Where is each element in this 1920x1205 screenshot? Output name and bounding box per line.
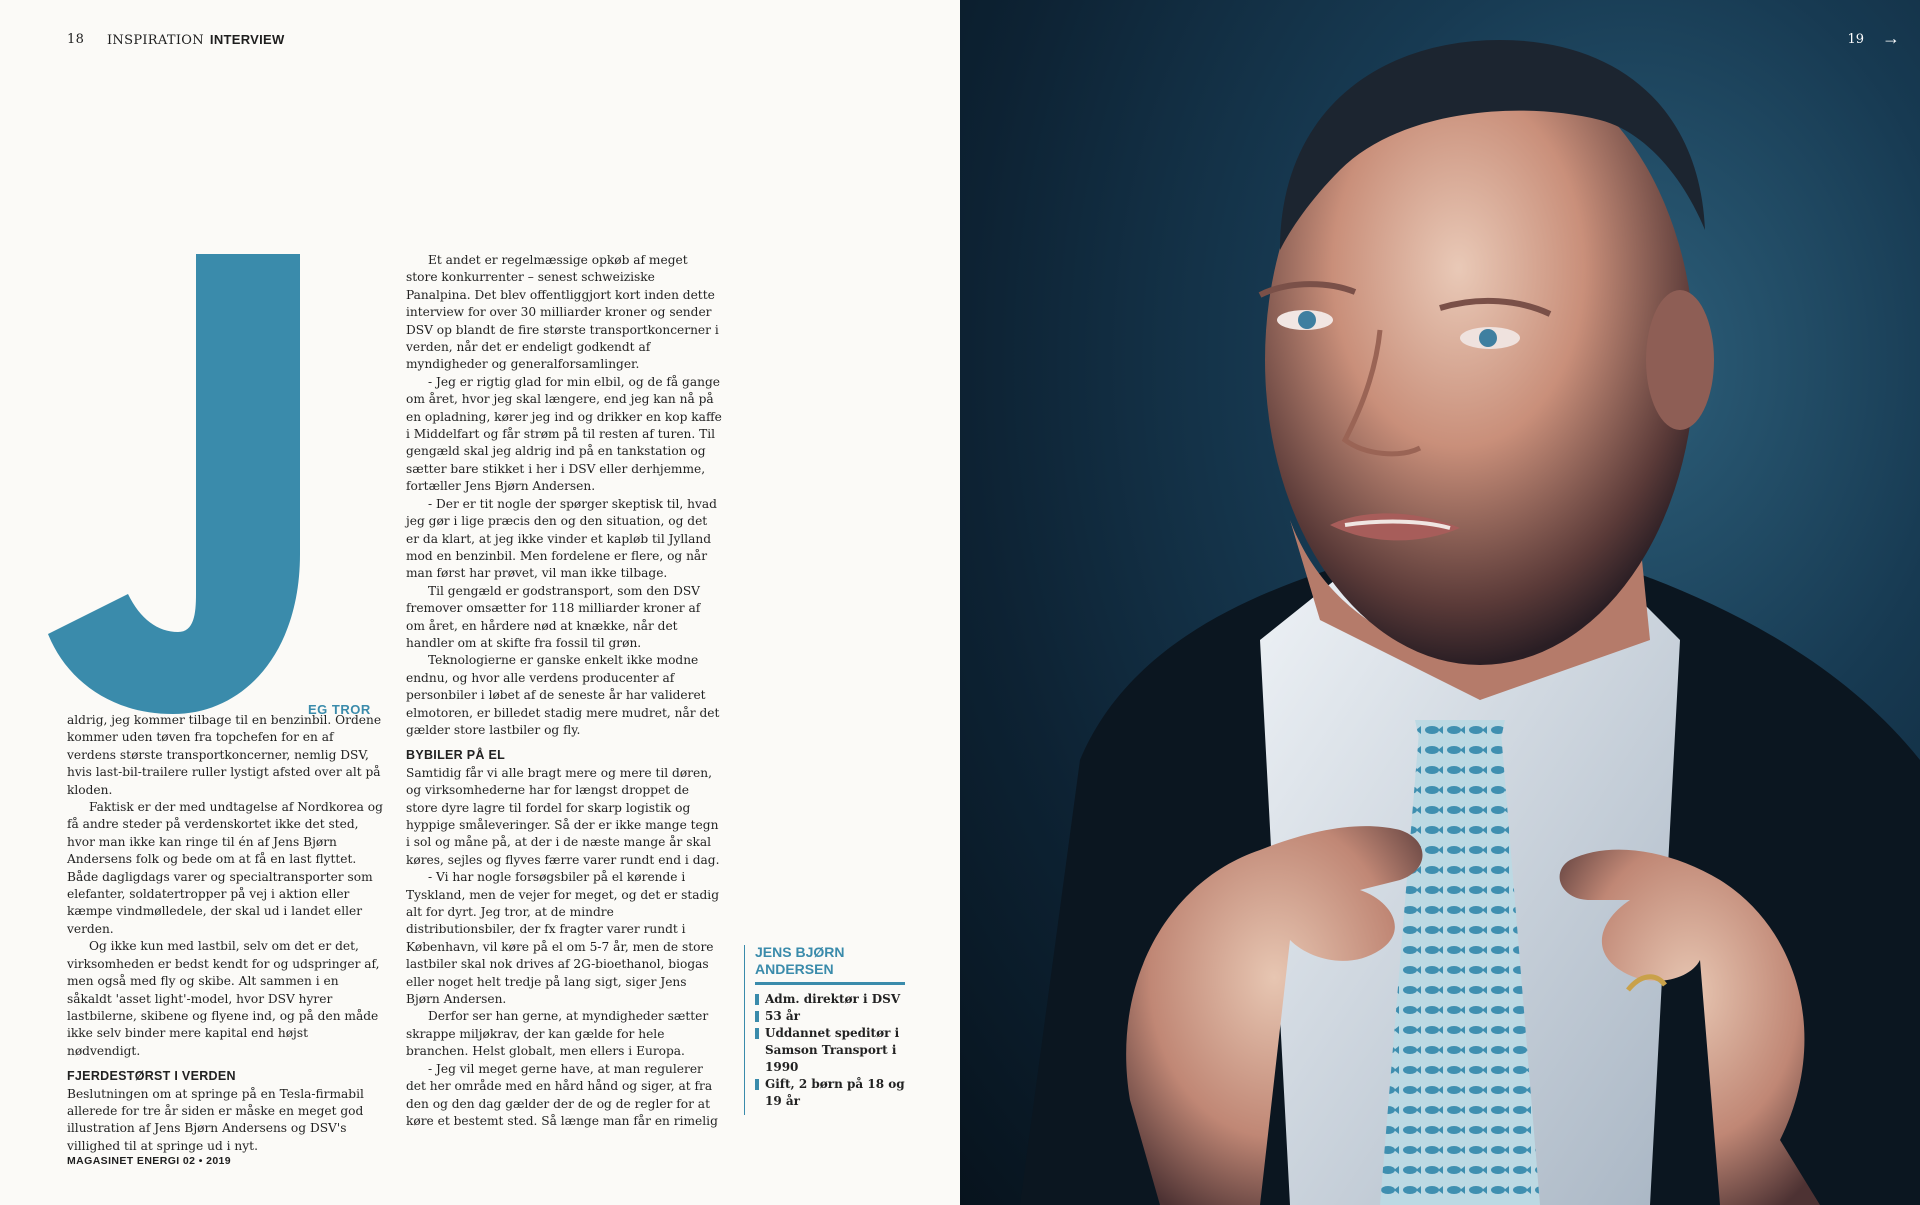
paragraph: Til gengæld er godstransport, som den DSV fremover omsætter for 118 milliarder kroner af om året, en hårdere nød at knække, når det handler om at skifte fra fossil til grøn. [406,583,701,650]
paragraph: Et andet er regelmæssige opkøb af meget store konkurrenter – senest schweiziske Panalpina. Det blev offentliggjort kort inden dette interview for over 30 milliarder kroner og sender DSV op blandt de fire største transportkoncerner i verden, når det er endeligt godkendt af myndigheder og generalforsamlinger. [406,253,719,372]
paragraph: - Vi har nogle forsøgsbiler på el kørende i Tyskland, men de vejer for meget, og det er stadig alt for dyrt. Jeg tror, at de mindre distributionsbiler, der fx fragter varer rundt i København, vil køre på el om 5-7 år, men de store lastbiler skal nok drives af 2G-bioethanol, biogas eller noget helt tredje på lang sigt, siger Jens Bjørn Andersen. [406,870,719,1007]
paragraph: - Jeg er rigtig glad for min elbil, og de få gange om året, hvor jeg skal længere, end jeg kan nå på en opladning, kører jeg ind og drikker en kop kaffe i Middelfart og får strøm på til resten af turen. Til gengæld skal jeg aldrig ind på en tankstation og sætter bare stikket i her i DSV eller derhjemme, fortæller Jens Bjørn Andersen. [406,374,722,494]
fact-item: 53 år [755,1008,905,1025]
factbox-list [755,991,905,1110]
right-page [960,0,1920,1205]
section-name: INSPIRATION [107,33,204,48]
paragraph: Teknologierne er ganske enkelt ikke modne endnu, og hvor alle verdens producenter af personbiler i løbet af de seneste år har valideret elmotoren, er billedet stadig mere mudret, når det gælder store lastbiler og fly. [406,653,720,737]
article-column-2 [406,252,722,1130]
fact-item: Uddannet speditør i Samson Transport i 1990 [755,1025,905,1076]
factbox-divider [744,945,745,1115]
dropcap-j [48,254,300,714]
fact-item: Adm. direktør i DSV [755,991,905,1008]
article-column-1 [67,712,385,1155]
paragraph: Samtidig får vi alle bragt mere og mere til døren, og virksomhederne har for længst droppet de store dyre lagre til fordel for skarp logistik og hyppige småleveringer. Så der er ikke mange tegn i sol og måne på, at der i de næste mange år skal køres, sejles og flyves færre varer rundt end i dag. [406,765,720,867]
section-label [107,32,285,48]
fact-item: Gift, 2 børn på 18 og 19 år [755,1076,905,1110]
subsection-name: INTERVIEW [209,32,285,47]
paragraph: Og ikke kun med lastbil, selv om det er det, virksomheden er bedst kendt for og udspringer af, men også med fly og skibe. Alt sammen i en såkaldt 'asset light'-model, hvor DSV hyrer lastbilerne, skibene og flyene ind, og på den måde ikke selv binder mere kapital end højst nødvendigt. [67,939,380,1058]
page-number-left: 18 [67,32,85,47]
subheading: FJERDESTØRST I VERDEN [67,1069,236,1084]
portrait-photo [960,0,1920,1205]
next-page-arrow-icon[interactable]: → [1882,28,1900,48]
paragraph: Beslutningen om at springe på en Tesla-firmabil allerede for tre år siden er måske en meget god illustration af Jens Bjørn Andersens og DSV's villighed til at springe ud i nyt. [67,1086,364,1153]
magazine-footer: MAGASINET ENERGI 02 • 2019 [67,1155,232,1167]
subheading: BYBILER PÅ EL [406,748,506,763]
factbox [755,944,905,1110]
paragraph: aldrig, jeg kommer tilbage til en benzinbil. Ordene kommer uden tøven fra topchefen for en af verdens største transportkoncerner, nemlig DSV, hvis last-bil-trailere ruller lystigt afsted over alt på kloden. [67,713,382,797]
factbox-name: JENS BJØRN ANDERSEN [755,944,905,985]
paragraph: Faktisk er der med undtagelse af Nordkorea og få andre steder på verdenskortet ikke det sted, hvor man ikke kan ringe til én af Jens Bjørn Andersens folk og bede om at få en last flyttet. Både dagligdags varer og specialtransporter som elefanter, soldatertropper på vej i aktion eller kæmpe vindmølledele, der skal ud i landet eller verden. [67,800,383,936]
paragraph: Derfor ser han gerne, at myndigheder sætter skrappe miljøkrav, der kan gælde for hele branchen. Helst globalt, men ellers i Europa. [406,1009,709,1059]
page-number-right: 19 [1847,32,1864,47]
paragraph: - Der er tit nogle der spørger skeptisk til, hvad jeg gør i lige præcis den og den situation, og det er da klart, at jeg ikke vinder et kapløb til Jylland mod en benzinbil. Men fordelene er flere, og når man først har prøvet, vil man ikke tilbage. [406,496,717,581]
dropcap-lead-text: EG TROR [308,702,371,717]
paragraph: - Jeg vil meget gerne have, at man regulerer det her område med en hård hånd og siger, at fra den og den dag gælder der de og de regler for at køre et bestemt sted. Så længe man får en rimelig [406,1061,718,1128]
